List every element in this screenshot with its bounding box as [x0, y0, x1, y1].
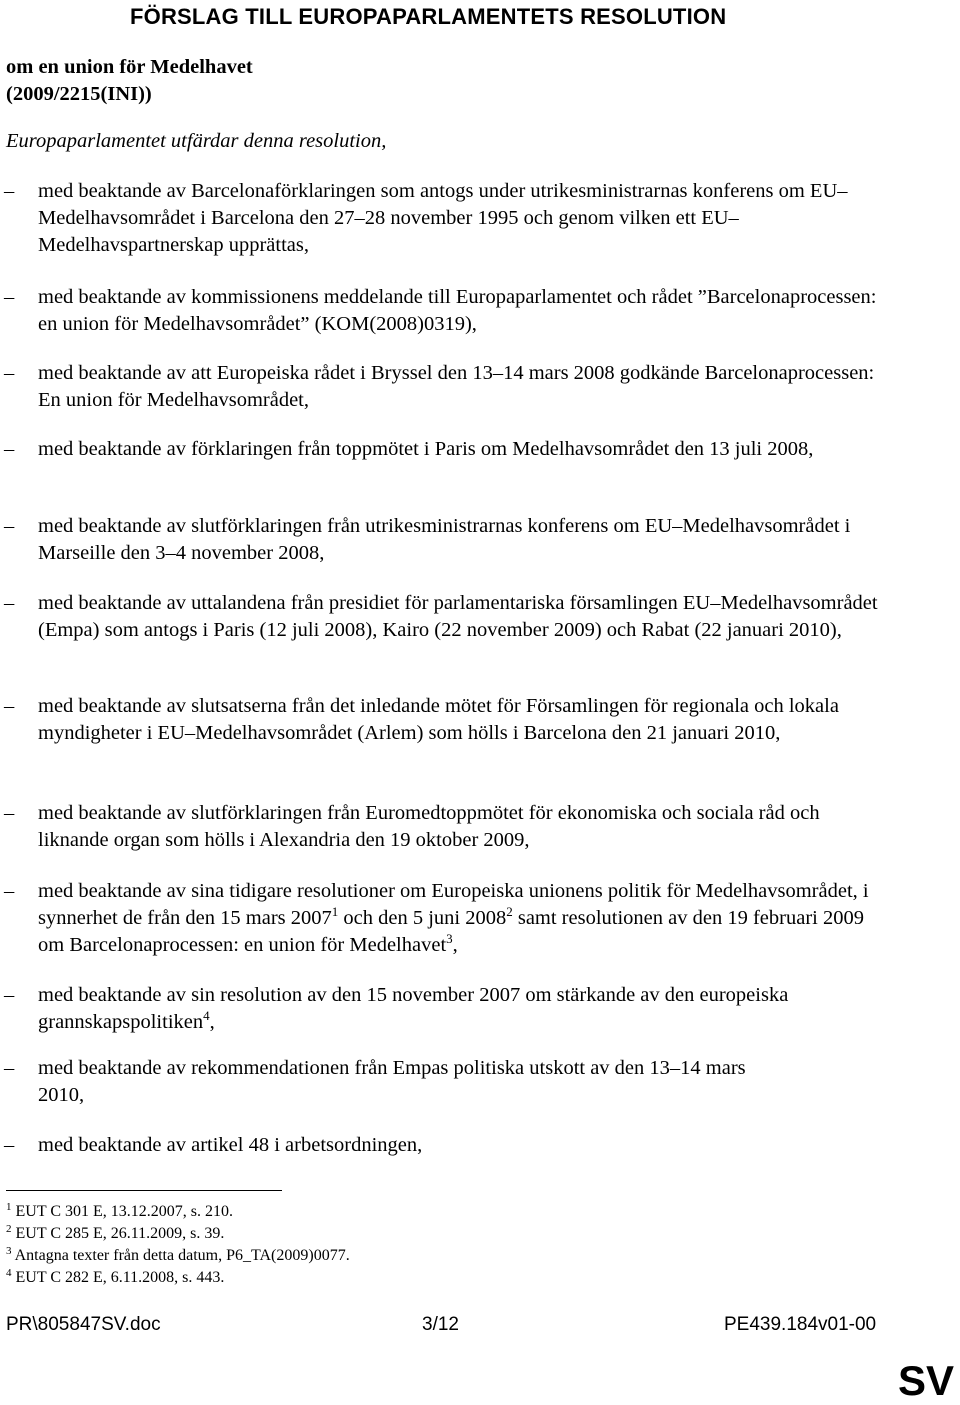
page-number: 3/12	[422, 1314, 459, 1335]
citation-text-part: ,	[209, 1011, 215, 1033]
footnote-number: 4	[6, 1267, 12, 1279]
citation-text	[38, 982, 878, 1036]
citation-text: med beaktande av artikel 48 i arbetsordningen,	[38, 1134, 423, 1156]
pe-number: PE439.184v01-00	[724, 1314, 877, 1335]
citation-dash: –	[4, 438, 15, 460]
citation-dash: –	[4, 695, 15, 717]
citation-text: med beaktande av slutförklaringen från utrikesministrarnas konferens om EU–Medelhavsområdet i Marseille den 3–4 november 2008,	[38, 515, 851, 564]
footnote-text: EUT C 282 E, 6.11.2008, s. 443.	[15, 1269, 225, 1286]
footnote	[6, 1223, 350, 1245]
language-code: SV	[897, 1357, 954, 1404]
citation-text-part: med beaktande av sin resolution av den 15 november 2007 om stärkande av den europeiska grannskapspolitiken	[38, 984, 789, 1033]
citation-text: med beaktande av rekommendationen från Empas politiska utskott av den 13–14 mars 2010,	[38, 1057, 746, 1106]
citation-dash: –	[4, 1057, 15, 1079]
footnote-text: EUT C 301 E, 13.12.2007, s. 210.	[15, 1203, 233, 1220]
footnote-ref: 3	[446, 931, 453, 946]
footnote-text: Antagna texter från detta datum, P6_TA(2009)0077.	[14, 1247, 350, 1264]
citation-text-part: och den 5 juni 2008	[338, 907, 507, 929]
citation-dash: –	[4, 180, 15, 202]
procedure-number: (2009/2215(INI))	[6, 83, 152, 105]
citation-text: med beaktande av slutsatserna från det inledande mötet för Församlingen för regionala och lokala myndigheter i EU–Medelhavsområdet (Arlem) som hölls i Barcelona den 21 januari 2010,	[38, 695, 839, 744]
footnote-number: 2	[6, 1223, 12, 1235]
footnote	[6, 1267, 350, 1289]
citation-text: med beaktande av att Europeiska rådet i Bryssel den 13–14 mars 2008 godkände Barcelonaprocessen: En union för Medelhavsområdet,	[38, 362, 875, 411]
citation-text: med beaktande av slutförklaringen från Euromedtoppmötet för ekonomiska och sociala råd och liknande organ som hölls i Alexandria den 19 oktober 2009,	[38, 802, 820, 851]
resolution-heading: FÖRSLAG TILL EUROPAPARLAMENTETS RESOLUTION	[130, 4, 727, 29]
citation-dash: –	[4, 802, 15, 824]
citation-dash: –	[4, 515, 15, 537]
footnote-ref: 2	[506, 904, 513, 919]
citation-text: med beaktande av kommissionens meddelande till Europaparlamentet och rådet ”Barcelonaprocessen: en union för Medelhavsområdet” (KOM(2008)0319),	[38, 286, 877, 335]
footnote	[6, 1201, 350, 1223]
citation-text	[38, 878, 878, 959]
footnote-number: 3	[6, 1245, 12, 1257]
citation-dash: –	[4, 880, 15, 902]
citation-dash: –	[4, 286, 15, 308]
citation-text: med beaktande av förklaringen från toppmötet i Paris om Medelhavsområdet den 13 juli 2008,	[38, 438, 814, 460]
footnote-text: EUT C 285 E, 26.11.2009, s. 39.	[15, 1225, 225, 1242]
citation-text-part: ,	[452, 934, 458, 956]
citation-text: med beaktande av Barcelonaförklaringen som antogs under utrikesministrarnas konferens om EU–Medelhavsområdet i Barcelona den 27–28 november 1995 och genom vilken ett EU–Medelhavspartnerskap upprättas,	[38, 180, 848, 256]
footnote-ref: 4	[203, 1008, 210, 1023]
citation-text: med beaktande av uttalandena från presidiet för parlamentariska församlingen EU–Medelhavsområdet (Empa) som antogs i Paris (12 juli 2008), Kairo (22 november 2009) och Rabat (22 januari 2010),	[38, 592, 878, 641]
footnote-ref: 1	[331, 904, 339, 919]
subject-block	[6, 54, 253, 108]
citation-dash: –	[4, 1134, 15, 1156]
footnote	[6, 1245, 350, 1267]
citation-text-part: med beaktande av sina tidigare resolutioner om Europeiska unionens politik för Medelhavsområdet, i synnerhet de från den 15 mars 2007	[38, 880, 869, 929]
citation-dash: –	[4, 984, 15, 1006]
citation-dash: –	[4, 592, 15, 614]
subject-title: om en union för Medelhavet	[6, 56, 253, 78]
footnote-number: 1	[6, 1201, 12, 1213]
footnote-separator	[6, 1190, 282, 1191]
document-reference: PR\805847SV.doc	[6, 1314, 161, 1335]
footnotes	[6, 1201, 350, 1289]
intro-formula: Europaparlamentet utfärdar denna resolution,	[6, 130, 387, 152]
citation-dash: –	[4, 362, 15, 384]
citation-text-part: samt resolutionen av den 19 februari 2009 om Barcelonaprocessen: en union för Medelhavet	[38, 907, 864, 956]
